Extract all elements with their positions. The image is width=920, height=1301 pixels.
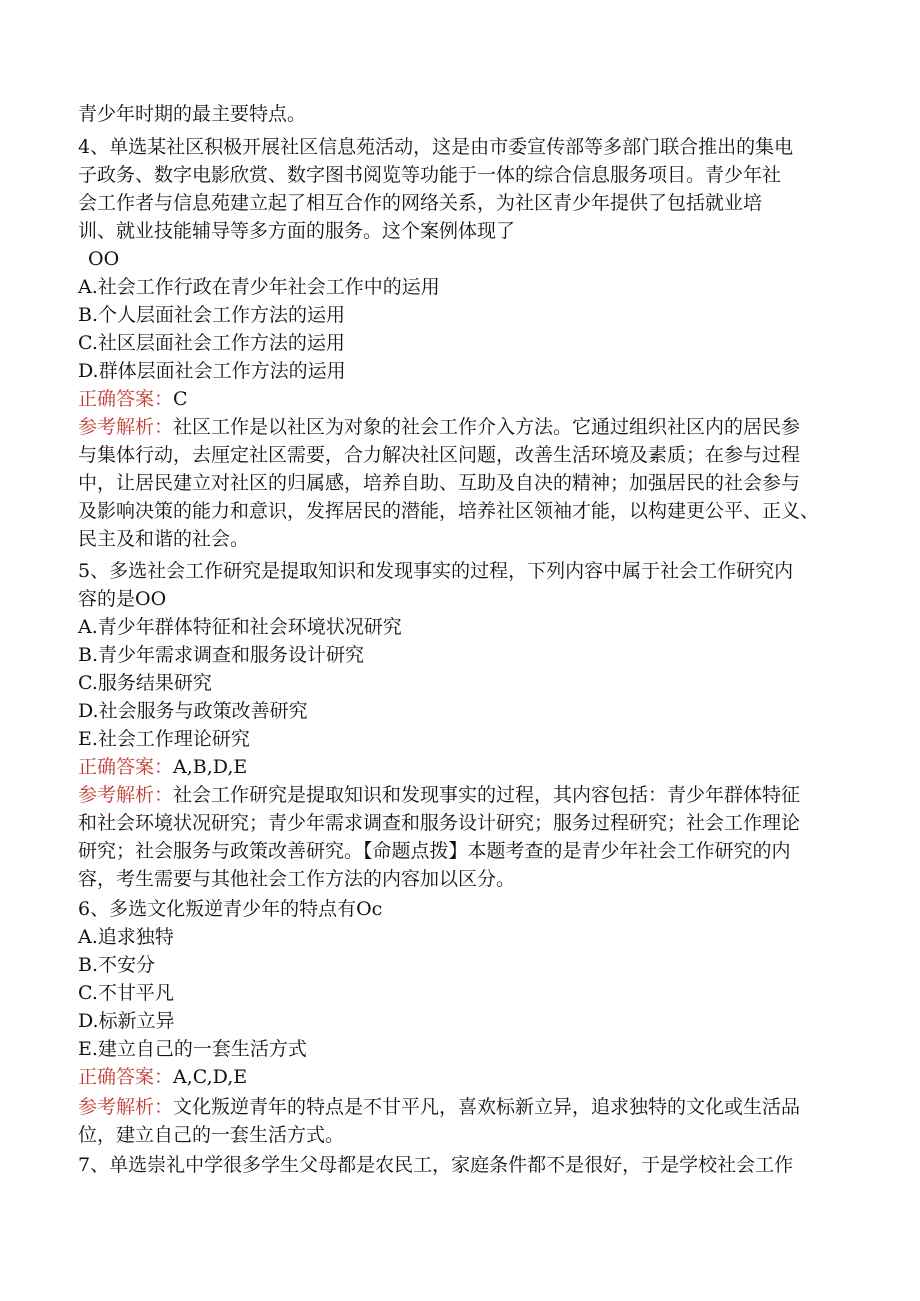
q4-analysis-line-5: 民主及和谐的社会。: [78, 528, 250, 550]
q5-stem-line-2: 容的是OO: [78, 588, 167, 610]
q4-option-b: B.个人层面社会工作方法的运用: [78, 304, 346, 326]
q4-option-c: C.社区层面社会工作方法的运用: [78, 332, 345, 354]
q4-answer: [78, 386, 188, 412]
q6-analysis-label: 参考解析：: [78, 1096, 174, 1118]
q4-analysis-text-1: 社区工作是以社区为对象的社会工作介入方法。它通过组织社区内的居民参: [173, 416, 801, 438]
q6-stem-line-1: 6、多选文化叛逆青少年的特点有Oc: [78, 898, 383, 920]
q4-stem-line-2: 子政务、数字电影欣赏、数字图书阅览等功能于一体的综合信息服务项目。青少年社: [78, 164, 782, 186]
q6-option-a: A.追求独特: [78, 926, 174, 948]
q5-option-c: C.服务结果研究: [78, 672, 212, 694]
q4-stem-line-3: 会工作者与信息苑建立起了相互合作的网络关系，为社区青少年提供了包括就业培: [78, 192, 763, 214]
q4-answer-label: 正确答案：: [78, 388, 174, 410]
q5-analysis-line-4: 容，考生需要与其他社会工作方法的内容加以区分。: [78, 868, 516, 890]
q4-analysis-line-4: 及影响决策的能力和意识，发挥居民的潜能，培养社区领袖才能，以构建更公平、正义、: [78, 500, 820, 522]
q5-stem-line-1: 5、多选社会工作研究是提取知识和发现事实的过程，下列内容中属于社会工作研究内: [78, 560, 794, 582]
q4-stem-line-1: 4、单选某社区积极开展社区信息苑活动，这是由市委宣传部等多部门联合推出的集电: [78, 136, 794, 158]
q6-analysis-line-2: 位，建立自己的一套生活方式。: [78, 1124, 345, 1146]
q6-answer-value: A,C,D,E: [173, 1066, 248, 1088]
q4-option-a: A.社会工作行政在青少年社会工作中的运用: [78, 276, 440, 298]
q4-analysis-label: 参考解析：: [78, 416, 174, 438]
q4-option-d: D.群体层面社会工作方法的运用: [78, 360, 346, 382]
q5-analysis-text-1: 社会工作研究是提取知识和发现事实的过程，其内容包括：青少年群体特征: [173, 784, 801, 806]
q5-analysis-label: 参考解析：: [78, 784, 174, 806]
q6-answer-label: 正确答案：: [78, 1066, 174, 1088]
q4-blank: OO: [88, 248, 120, 270]
q4-answer-value: C: [173, 388, 188, 410]
q6-option-d: D.标新立异: [78, 1010, 175, 1032]
q6-analysis-line-1: [78, 1094, 800, 1120]
q5-analysis-line-3: 研究；社会服务与政策改善研究。【命题点拨】本题考查的是青少年社会工作研究的内: [78, 840, 791, 862]
q4-analysis-line-2: 与集体行动，去厘定社区需要，合力解决社区问题，改善生活环境及素质；在参与过程: [78, 444, 801, 466]
q5-analysis-line-2: 和社会环境状况研究；青少年需求调查和服务设计研究；服务过程研究；社会工作理论: [78, 812, 801, 834]
previous-question-tail: 青少年时期的最主要特点。: [78, 103, 307, 125]
q5-answer: [78, 754, 247, 780]
q5-answer-value: A,B,D,E: [173, 756, 248, 778]
q5-option-a: A.青少年群体特征和社会环境状况研究: [78, 616, 402, 638]
q5-answer-label: 正确答案：: [78, 756, 174, 778]
q4-stem-line-4: 训、就业技能辅导等多方面的服务。这个案例体现了: [78, 220, 516, 242]
q5-option-e: E.社会工作理论研究: [78, 728, 250, 750]
q6-option-e: E.建立自己的一套生活方式: [78, 1038, 307, 1060]
q6-option-b: B.不安分: [78, 954, 156, 976]
q5-option-b: B.青少年需求调查和服务设计研究: [78, 644, 365, 666]
q7-stem-line-1: 7、单选崇礼中学很多学生父母都是农民工，家庭条件都不是很好，于是学校社会工作: [78, 1154, 794, 1176]
q4-analysis-line-3: 中，让居民建立对社区的归属感，培养自助、互助及自决的精神；加强居民的社会参与: [78, 472, 801, 494]
q5-analysis-line-1: [78, 782, 800, 808]
q4-analysis-line-1: [78, 414, 800, 440]
q6-answer: [78, 1064, 247, 1090]
q6-option-c: C.不甘平凡: [78, 982, 174, 1004]
q6-analysis-text-1: 文化叛逆青年的特点是不甘平凡，喜欢标新立异，追求独特的文化或生活品: [173, 1096, 801, 1118]
q5-option-d: D.社会服务与政策改善研究: [78, 700, 308, 722]
